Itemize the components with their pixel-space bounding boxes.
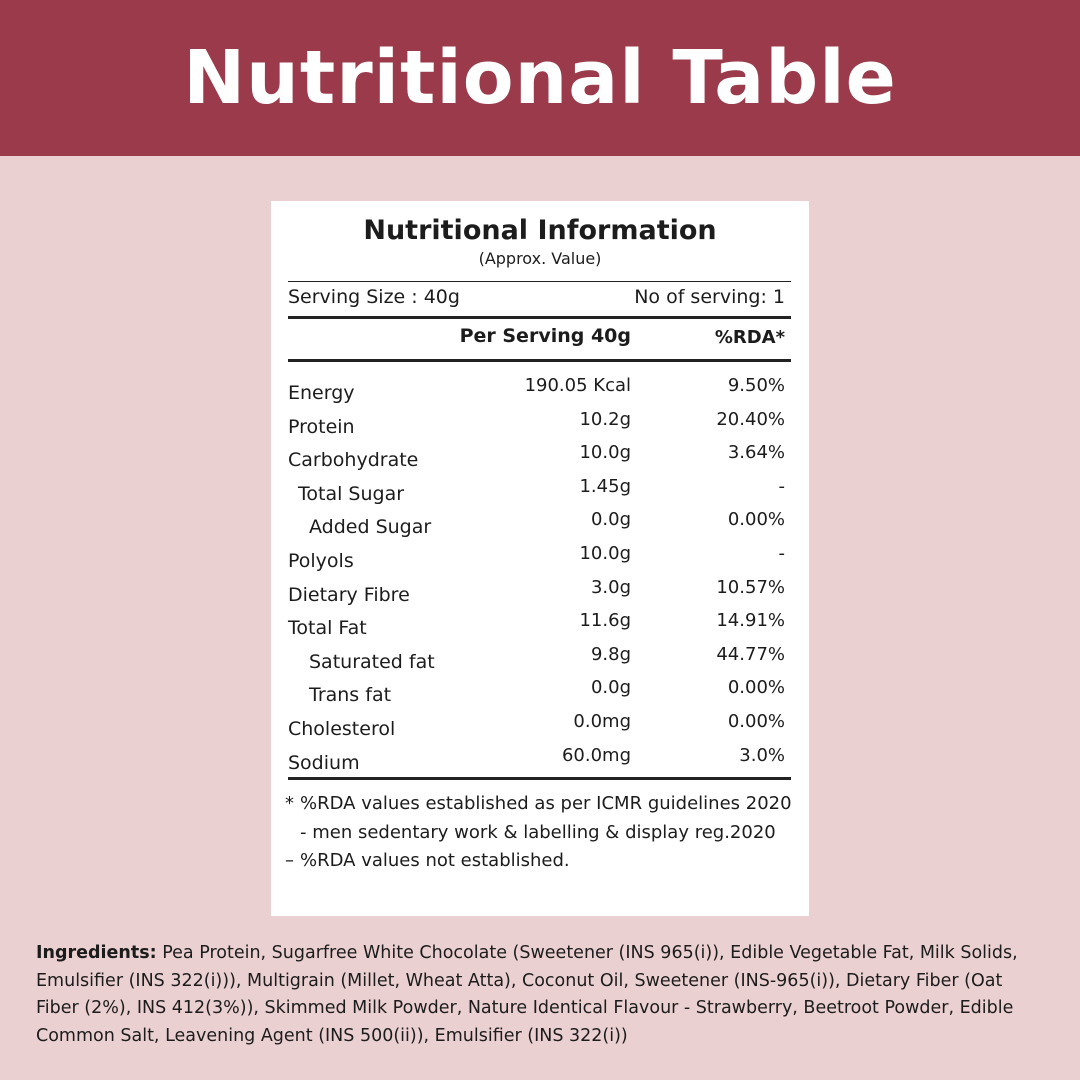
nutrient-name: Energy [288, 382, 355, 404]
page-title: Nutritional Table [183, 35, 897, 121]
ingredients [36, 940, 1046, 1050]
card-subtitle: (Approx. Value) [478, 249, 602, 268]
serving-count: No of serving: 1 [634, 286, 785, 308]
nutrient-name: Trans fat [309, 684, 392, 707]
nutrient-rda: 0.00% [727, 677, 785, 699]
divider [288, 316, 791, 319]
nutrient-value: 60.0mg [561, 744, 631, 766]
nutrient-name: Polyols [288, 549, 354, 572]
nutrient-row [271, 405, 809, 439]
card-title: Nutritional Information [363, 215, 717, 246]
ingredients-label: Ingredients: [36, 943, 157, 963]
nutrient-row [271, 673, 809, 707]
nutrient-rda: 14.91% [716, 610, 785, 632]
footnote-marker: – [285, 850, 294, 871]
nutrient-row [271, 371, 809, 405]
nutrient-name: Dietary Fibre [288, 583, 410, 606]
footnotes [285, 790, 800, 876]
nutrient-row [271, 741, 809, 775]
footnote-text: %RDA values established as per ICMR guidelines 2020 - men sedentary work & labelling & display reg.2020 [300, 793, 792, 843]
nutrient-rda: 9.50% [727, 375, 785, 396]
nutrient-row [271, 438, 809, 472]
nutrient-row [271, 472, 809, 506]
footnote [285, 790, 800, 847]
nutrient-value: 190.05 Kcal [524, 375, 631, 396]
nutrient-rda: 0.00% [727, 509, 785, 531]
nutrient-value: 9.8g [590, 643, 631, 665]
nutrient-name: Saturated fat [309, 650, 435, 673]
nutrient-value: 0.0mg [573, 710, 631, 732]
nutrient-value: 10.0g [579, 442, 631, 464]
nutrient-name: Added Sugar [309, 516, 432, 539]
nutrient-name: Carbohydrate [288, 449, 419, 472]
footnote-marker: * [285, 793, 294, 814]
nutrient-value: 1.45g [579, 475, 631, 497]
nutrient-name: Cholesterol [288, 717, 396, 740]
nutrient-rda: 0.00% [727, 710, 785, 732]
nutrient-row [271, 505, 809, 539]
nutrient-name: Total Sugar [298, 482, 405, 505]
nutrient-rda: 3.64% [727, 442, 785, 464]
header-banner [0, 0, 1080, 156]
footnote-text: %RDA values not established. [300, 850, 570, 871]
nutrient-name: Total Fat [288, 617, 367, 640]
nutrient-rda: - [778, 542, 785, 564]
divider [288, 281, 791, 282]
nutrient-row [271, 707, 809, 741]
nutrient-row [271, 640, 809, 674]
nutrient-row [271, 539, 809, 573]
nutrient-value: 0.0g [590, 677, 631, 699]
nutrient-name: Protein [288, 415, 355, 438]
nutrient-rda: 20.40% [716, 408, 785, 430]
nutrition-rows [271, 371, 809, 774]
divider [288, 777, 791, 780]
column-header-per-serving: Per Serving 40g [459, 325, 631, 347]
nutrient-value: 3.0g [590, 576, 631, 598]
ingredients-text: Pea Protein, Sugarfree White Chocolate (Sweetener (INS 965(i)), Edible Vegetable Fat, Milk Solids, Emulsifier (INS 322(i))), Multigrain (Millet, Wheat Atta), Coconut Oil, Sweetener (INS-965(i)), Dietary Fiber (Oat Fiber (2%), INS 412(3%)), Skimmed Milk Powder, Nature Identical Flavour - Strawberry, Beetroot Powder, Edible Common Salt, Leavening Agent (INS 500(ii)), Emulsifier (INS 322(i)) [36, 943, 1018, 1046]
serving-size: Serving Size : 40g [288, 286, 460, 308]
nutrient-rda: 44.77% [716, 643, 785, 665]
nutrient-rda: 10.57% [716, 576, 785, 598]
nutrient-row [271, 606, 809, 640]
nutrient-rda: 3.0% [739, 744, 785, 766]
nutrient-name: Sodium [288, 751, 360, 774]
nutrient-value: 0.0g [590, 509, 631, 531]
nutrient-value: 10.2g [579, 408, 631, 430]
footnote [285, 847, 800, 876]
nutrient-rda: - [778, 475, 785, 497]
nutrient-row [271, 573, 809, 607]
nutrient-value: 10.0g [579, 542, 631, 564]
nutrition-card [271, 201, 809, 916]
divider [288, 359, 791, 362]
column-header-rda: %RDA* [714, 327, 785, 348]
nutrient-value: 11.6g [579, 610, 631, 632]
